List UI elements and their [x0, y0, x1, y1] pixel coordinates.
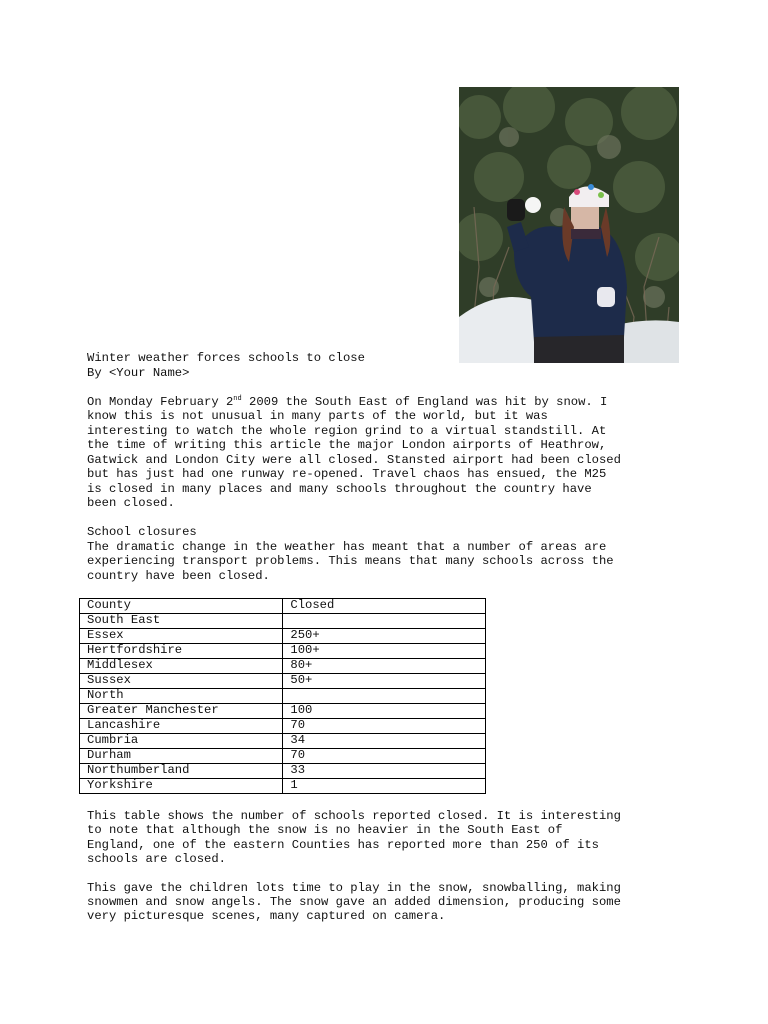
after-table-line-2: England, one of the eastern Counties has reported more than 250 of its — [87, 837, 599, 852]
article-conclusion — [87, 809, 707, 924]
closed-cell: 100+ — [283, 644, 486, 659]
closed-cell: 100 — [283, 704, 486, 719]
date-suffix: nd — [233, 394, 242, 403]
intro-line-2: interesting to watch the whole region grind to a virtual standstill. At — [87, 423, 607, 438]
table-row — [80, 749, 486, 764]
section-heading: School closures — [87, 525, 197, 539]
table-row — [80, 734, 486, 749]
closed-cell: 70 — [283, 719, 486, 734]
county-cell: Durham — [80, 749, 283, 764]
county-cell: Essex — [80, 629, 283, 644]
intro-line-3: the time of writing this article the major London airports of Heathrow, — [87, 438, 607, 452]
table-row — [80, 689, 486, 704]
after-table-line-0: This table shows the number of schools reported closed. It is interesting — [87, 809, 621, 823]
county-cell: Sussex — [80, 674, 283, 689]
county-cell: Yorkshire — [80, 779, 283, 794]
school-closures-table — [79, 598, 486, 794]
closed-cell: 1 — [283, 779, 486, 794]
county-cell: Northumberland — [80, 764, 283, 779]
table-row — [80, 629, 486, 644]
table-row — [80, 764, 486, 779]
closed-cell — [283, 614, 486, 629]
table-row — [80, 659, 486, 674]
table-row — [80, 674, 486, 689]
table-row — [80, 704, 486, 719]
intro-start: On Monday February 2 — [87, 394, 234, 409]
intro-line-6: is closed in many places and many schools throughout the country have — [87, 481, 592, 496]
table-header-row — [80, 599, 486, 614]
snow-photo — [459, 87, 679, 363]
county-cell: Middlesex — [80, 659, 283, 674]
closed-cell: 33 — [283, 764, 486, 779]
article-body — [87, 351, 687, 583]
intro-line-1: know this is not unusual in many parts of the world, but it was — [87, 409, 548, 423]
closed-cell — [283, 689, 486, 704]
closed-cell: 70 — [283, 749, 486, 764]
intro-line-5: but has just had one runway re-opened. Travel chaos has ensued, the M25 — [87, 467, 607, 481]
header-closed: Closed — [283, 599, 486, 614]
article-title: Winter weather forces schools to close — [87, 351, 365, 365]
section-line-0: The dramatic change in the weather has meant that a number of areas are — [87, 539, 607, 554]
after-table-line-1: to note that although the snow is no heavier in the South East of — [87, 823, 563, 838]
closed-cell: 250+ — [283, 629, 486, 644]
closing-line-1: snowmen and snow angels. The snow gave an added dimension, producing some — [87, 894, 621, 909]
section-line-1: experiencing transport problems. This means that many schools across the — [87, 554, 614, 568]
intro-line-7: been closed. — [87, 496, 175, 510]
county-cell: Lancashire — [80, 719, 283, 734]
header-county: County — [80, 599, 283, 614]
intro-line-4: Gatwick and London City were all closed. Stansted airport had been closed — [87, 452, 621, 467]
county-cell: Greater Manchester — [80, 704, 283, 719]
county-cell: North — [80, 689, 283, 704]
section-line-2: country have been closed. — [87, 568, 270, 583]
after-table-line-3: schools are closed. — [87, 851, 226, 866]
table-row — [80, 644, 486, 659]
county-cell: Cumbria — [80, 734, 283, 749]
table-row — [80, 614, 486, 629]
closed-cell: 34 — [283, 734, 486, 749]
table-row — [80, 779, 486, 794]
county-cell: Hertfordshire — [80, 644, 283, 659]
byline: By <Your Name> — [87, 365, 190, 380]
closed-cell: 50+ — [283, 674, 486, 689]
intro-continue: 2009 the South East of England was hit by snow. I — [241, 394, 608, 409]
closing-line-2: very picturesque scenes, many captured on camera. — [87, 909, 446, 924]
county-cell: South East — [80, 614, 283, 629]
closed-cell: 80+ — [283, 659, 486, 674]
closing-line-0: This gave the children lots time to play in the snow, snowballing, making — [87, 880, 621, 895]
intro-line-0 — [87, 395, 687, 410]
table-row — [80, 719, 486, 734]
